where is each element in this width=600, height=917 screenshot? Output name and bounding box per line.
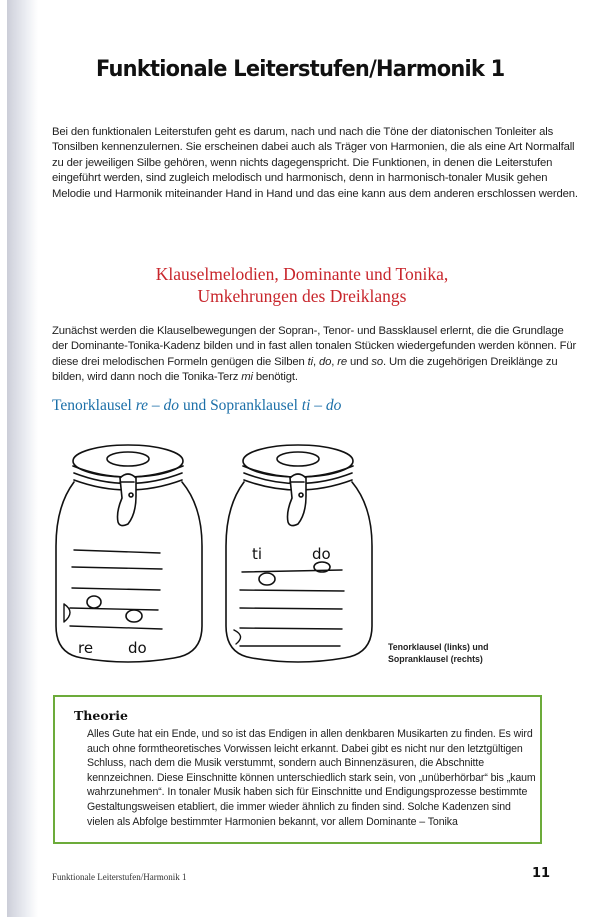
figure-caption bbox=[388, 641, 489, 665]
note-ti bbox=[259, 573, 275, 585]
syllable-mi: mi bbox=[241, 371, 253, 384]
label-do: do bbox=[128, 639, 147, 657]
theory-box bbox=[53, 695, 542, 844]
page-title: Funktionale Leiterstufen/Harmonik 1 bbox=[96, 56, 505, 82]
jar-clasp-icon bbox=[118, 474, 137, 526]
section-heading bbox=[52, 263, 552, 307]
section-paragraph bbox=[52, 324, 580, 386]
running-footer-title: Funktionale Leiterstufen/Harmonik 1 bbox=[52, 872, 187, 882]
jar-illustration-tenorklausel bbox=[52, 436, 224, 666]
figure-heading-text: und Sopranklausel bbox=[179, 397, 302, 414]
note-do bbox=[126, 610, 142, 622]
syllable-re: re bbox=[337, 355, 347, 368]
page-number: 11 bbox=[532, 866, 551, 881]
figure-heading bbox=[52, 397, 341, 415]
theory-text: Alles Gute hat ein Ende, und so ist das Endigen in allen denkbaren Musikarten zu finden. Es wird auch ohne formtheoretisches Vorwissen leicht erkannt. Dabei gibt es nicht nur den letztgültigen Schluss, nach dem die Musik verstummt, sondern auch Binnenzäsuren, die Abschnitte kennzeichnen. Diese Einschnitte können unterschiedlich stark sein, von „unüberhörbar“ bis „kaum wahrzunehmen“. In tonaler Musik haben sich für Einschnitte und Endigungsprozesse bestimmte Gestaltungsweisen etabliert, die immer wieder ähnlich zu finden sind. Solche Kadenzen sind vielen als Abfolge bestimmter Harmonien bekannt, vor allem Dominante – Tonika bbox=[87, 728, 536, 828]
label-do: do bbox=[312, 545, 331, 563]
section-text-part: Zunächst werden die Klauselbewegungen der Sopran-, Tenor- und Bassklausel erlernt, die die Grundlage der Dominante-Tonika-Kadenz bilden und in fast allen tonalen Stücken wiedergefunden werden können. Für diese drei melodischen Formeln genügen die Silben bbox=[52, 325, 577, 368]
intro-paragraph: Bei den funktionalen Leiterstufen geht es darum, nach und nach die Töne der diatonischen Tonleiter als Tonsilben kennenzulernen. Sie erscheinen dabei auch als Träger von Harmonien, die als eine Art Normalfall zu der jeweiligen Silbe gehören, wenn nichts dagegenspricht. Die Funktionen, in denen die Leiterstufen eingeführt werden, sind zugleich melodisch und harmonisch, denn in harmonisch-tonaler Musik gehen Melodie und Harmonik miteinander Hand in Hand und das eine kann aus dem anderen erschlossen werden. bbox=[52, 126, 578, 200]
section-heading-line1: Klauselmelodien, Dominante und Tonika, bbox=[155, 264, 449, 284]
syllable-ti: ti bbox=[307, 355, 313, 368]
jar-illustration-sopranklausel bbox=[222, 436, 394, 666]
caption-line: Sopranklausel (rechts) bbox=[388, 654, 483, 664]
syllables-ti-do: ti – do bbox=[301, 397, 342, 414]
section-text-part: . Um die zugehörigen Dreiklänge zu bilden, wird dann noch die Tonika-Terz bbox=[52, 355, 558, 384]
theory-title: Theorie bbox=[74, 708, 128, 723]
label-ti: ti bbox=[252, 545, 263, 563]
section-heading-line2: Umkehrungen des Dreiklangs bbox=[197, 286, 407, 306]
clef-d-icon bbox=[64, 604, 70, 622]
page-binding-shadow bbox=[0, 0, 38, 917]
jar-clasp-icon bbox=[288, 474, 307, 526]
music-staff bbox=[70, 550, 162, 629]
clef-d-icon bbox=[234, 630, 241, 644]
figure-heading-text: Tenorklausel bbox=[52, 397, 136, 414]
syllable-so: so bbox=[371, 355, 384, 368]
separator: , bbox=[331, 355, 338, 368]
note-re bbox=[87, 596, 101, 608]
section-text-part: benötigt. bbox=[252, 371, 298, 384]
separator: und bbox=[346, 355, 372, 368]
syllable-do: do bbox=[318, 355, 332, 368]
caption-line: Tenorklausel (links) und bbox=[388, 642, 489, 652]
separator: , bbox=[313, 355, 319, 368]
syllables-re-do: re – do bbox=[135, 397, 180, 414]
music-staff bbox=[240, 570, 344, 646]
label-re: re bbox=[78, 639, 94, 657]
